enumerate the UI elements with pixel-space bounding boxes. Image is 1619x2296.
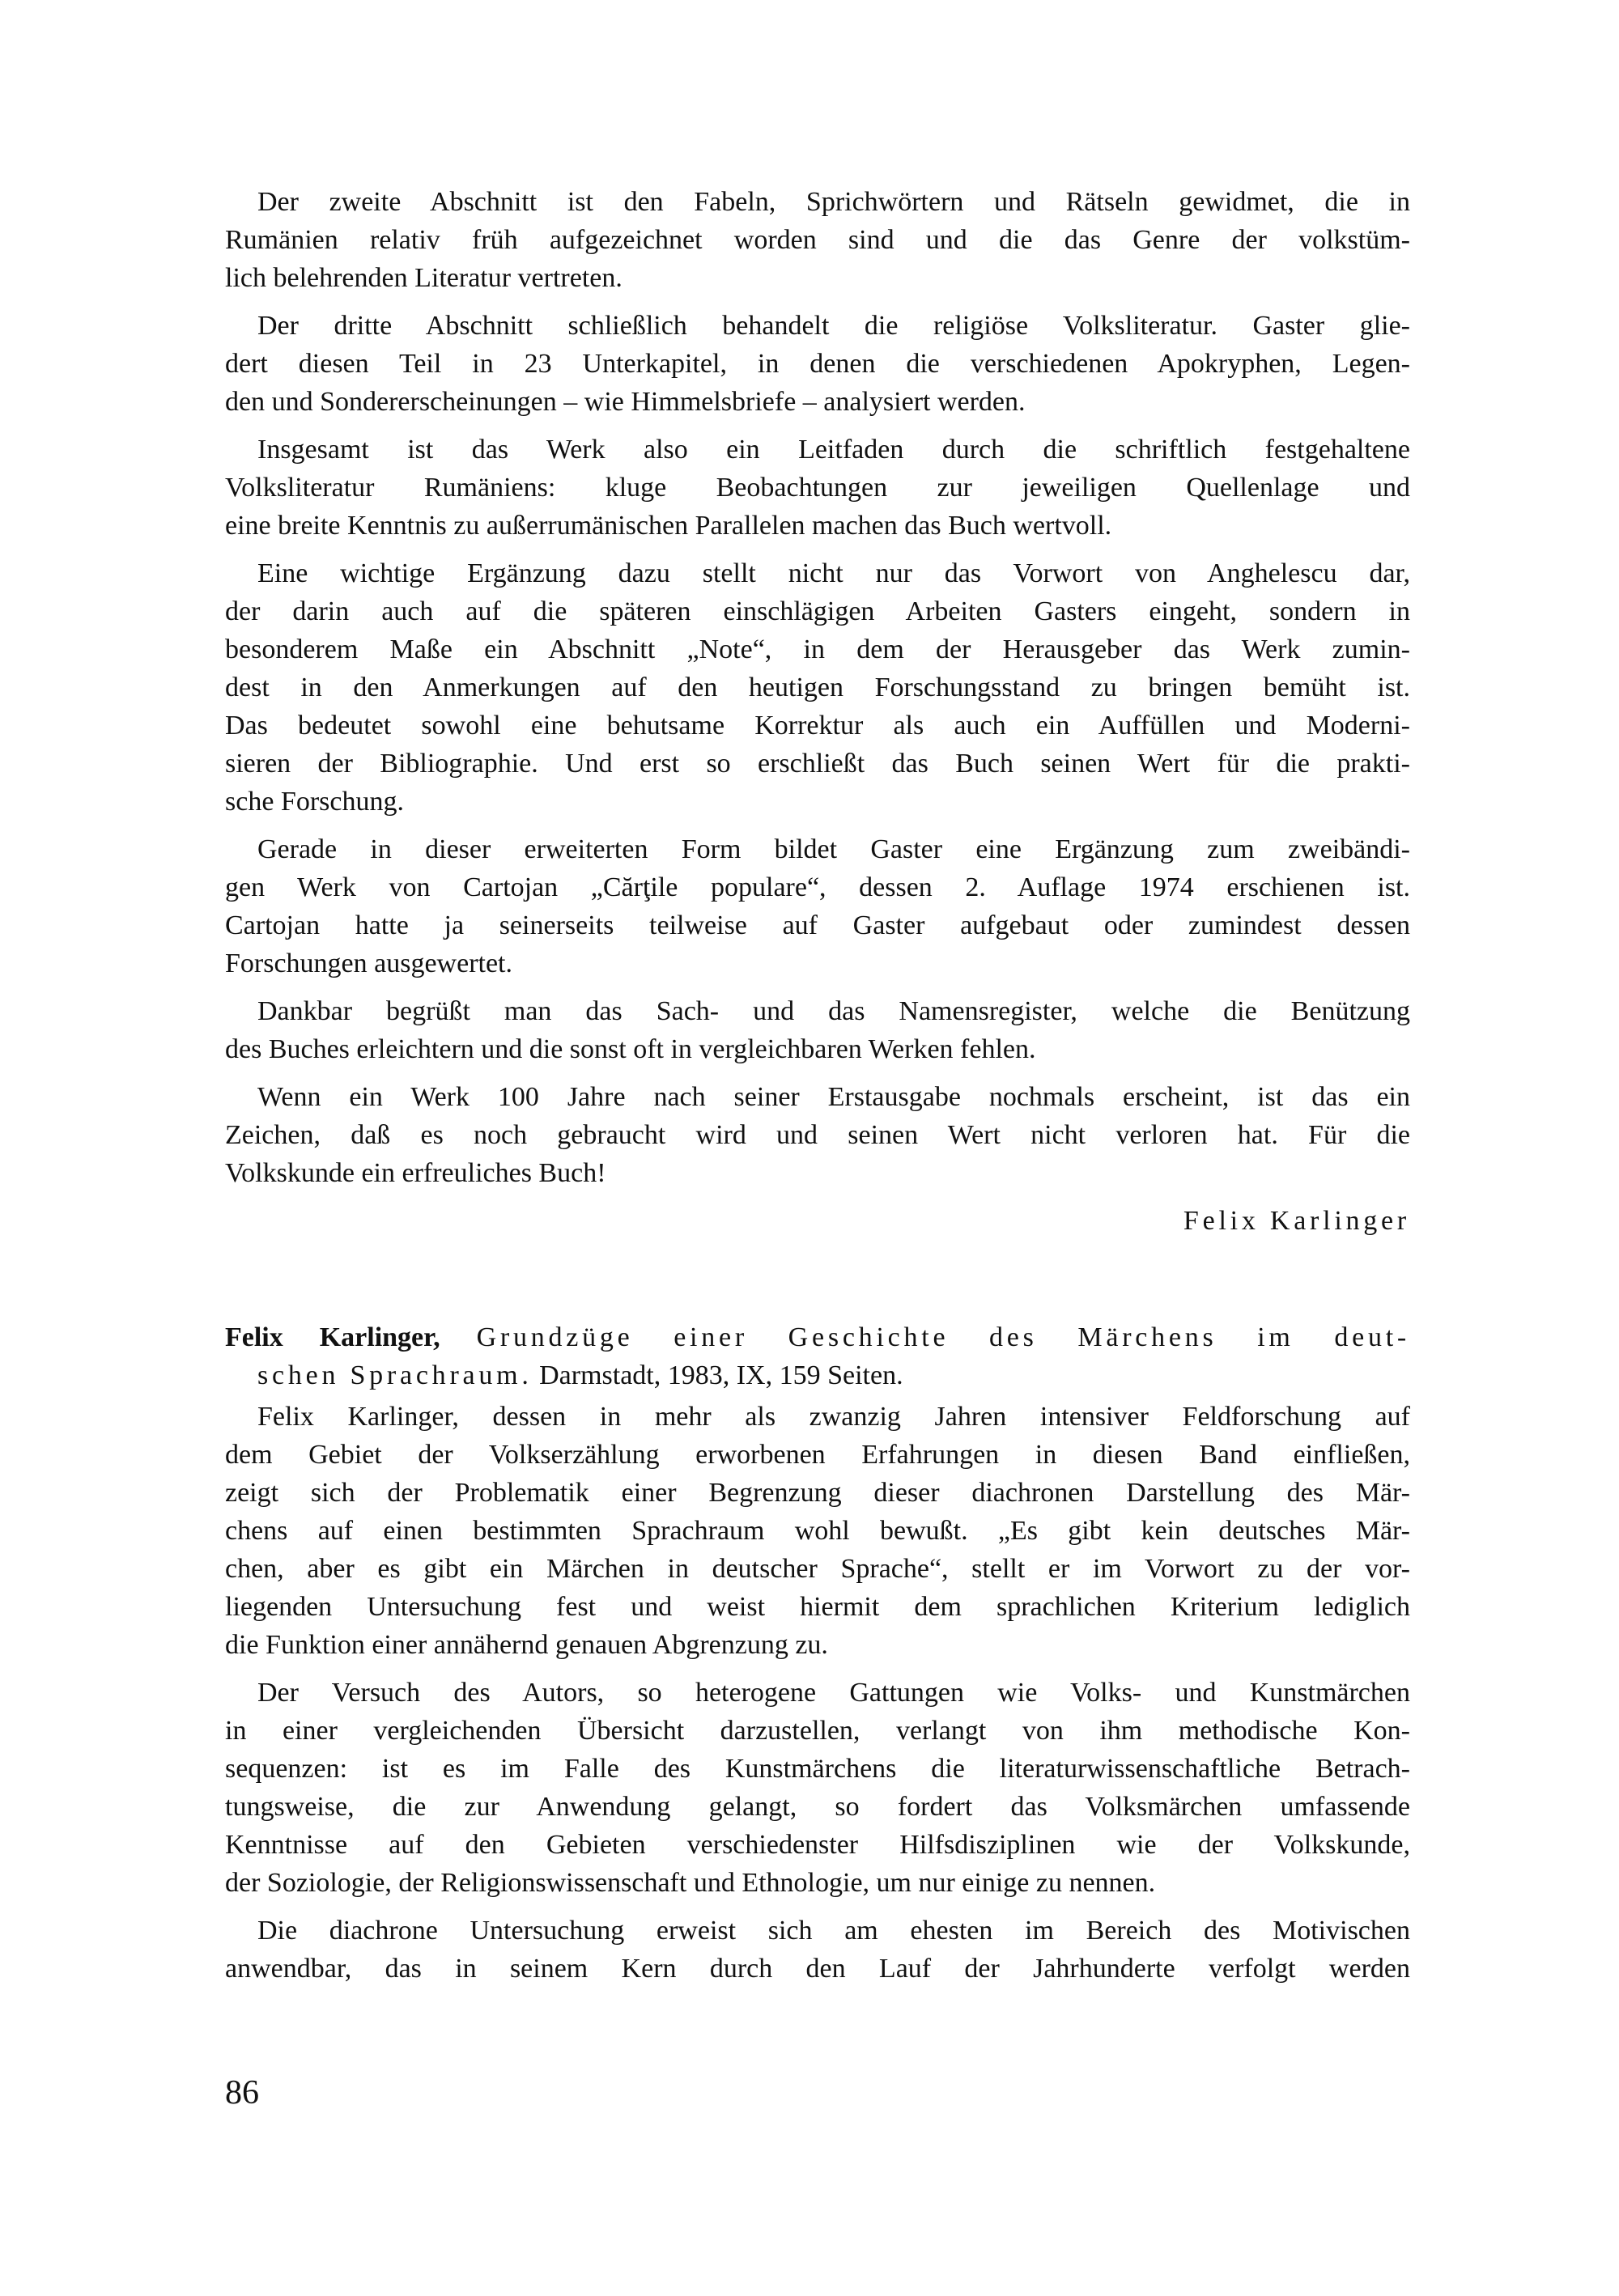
text-line: Forschungen ausgewertet. — [225, 949, 513, 978]
paragraph — [225, 1912, 1410, 1988]
book-title: Grundzüge einer Geschichte des Märchens im deut- — [476, 1322, 1411, 1352]
reviewer-signature: Felix Karlinger — [1183, 1206, 1410, 1236]
text-line: eine breite Kenntnis zu außerrumänischen Parallelen machen das Buch wertvoll. — [225, 511, 1112, 541]
review-karlinger — [225, 1318, 1410, 1997]
text-line: Eine wichtige Ergänzung dazu stellt nicht nur das Vorwort von Anghelescu dar, — [257, 558, 1410, 588]
text-line: Der Versuch des Autors, so heterogene Gattungen wie Volks- und Kunstmärchen — [257, 1678, 1410, 1708]
text-line: die Funktion einer annähernd genauen Abgrenzung zu. — [225, 1630, 828, 1660]
review-heading — [225, 1318, 1410, 1394]
paragraph — [225, 431, 1410, 545]
text-line: sieren der Bibliographie. Und erst so erschließt das Buch seinen Wert für die prakti- — [225, 749, 1410, 779]
paragraph — [225, 1674, 1410, 1902]
text-line: Kenntnisse auf den Gebieten verschiedenster Hilfsdisziplinen wie der Volkskunde, — [225, 1830, 1410, 1860]
book-title-continued: schen Sprachraum. — [257, 1360, 533, 1390]
text-line: chen, aber es gibt ein Märchen in deutscher Sprache“, stellt er im Vorwort zu der vor- — [225, 1554, 1410, 1584]
text-line: sequenzen: ist es im Falle des Kunstmärchens die literaturwissenschaftliche Betrach- — [225, 1754, 1410, 1784]
page-number: 86 — [225, 2074, 259, 2111]
text-line: Cartojan hatte ja seinerseits teilweise auf Gaster aufgebaut oder zumindest dessen — [225, 910, 1410, 940]
text-line: Die diachrone Untersuchung erweist sich am ehesten im Bereich des Motivischen — [257, 1916, 1410, 1946]
book-publication: Darmstadt, 1983, IX, 159 Seiten. — [539, 1360, 903, 1390]
text-line: dem Gebiet der Volkserzählung erworbenen Erfahrungen in diesen Band einfließen, — [225, 1440, 1410, 1470]
text-line: der Soziologie, der Religionswissenschaft und Ethnologie, um nur einige zu nennen. — [225, 1868, 1156, 1898]
text-line: zeigt sich der Problematik einer Begrenzung dieser diachronen Darstellung des Mär- — [225, 1478, 1410, 1508]
text-line: besonderem Maße ein Abschnitt „Note“, in dem der Herausgeber das Werk zumin- — [225, 634, 1410, 664]
text-line: Das bedeutet sowohl eine behutsame Korrektur als auch ein Auffüllen und Moderni- — [225, 711, 1410, 741]
text-line: Der zweite Abschnitt ist den Fabeln, Sprichwörtern und Rätseln gewidmet, die in — [257, 187, 1410, 217]
paragraph — [225, 307, 1410, 421]
text-line: Gerade in dieser erweiterten Form bildet Gaster eine Ergänzung zum zweibändi- — [257, 834, 1410, 864]
heading-line-1 — [225, 1318, 1410, 1356]
text-line: gen Werk von Cartojan „Cărţile populare“, dessen 2. Auflage 1974 erschienen ist. — [225, 872, 1410, 902]
text-line: Insgesamt ist das Werk also ein Leitfaden durch die schriftlich festgehaltene — [257, 435, 1410, 465]
text-line: der darin auch auf die späteren einschlägigen Arbeiten Gasters eingeht, sondern in — [225, 596, 1410, 626]
paragraph — [225, 183, 1410, 297]
text-line: Volkskunde ein erfreuliches Buch! — [225, 1158, 606, 1188]
paragraph — [225, 554, 1410, 821]
book-author: Felix Karlinger, — [225, 1322, 440, 1352]
text-line: tungsweise, die zur Anwendung gelangt, so fordert das Volksmärchen umfassende — [225, 1792, 1410, 1822]
review-continuation — [225, 183, 1410, 1240]
text-line: dest in den Anmerkungen auf den heutigen Forschungsstand zu bringen bemüht ist. — [225, 673, 1410, 702]
review2-body — [225, 1398, 1410, 1988]
text-line: in einer vergleichenden Übersicht darzustellen, verlangt von ihm methodische Kon- — [225, 1716, 1410, 1746]
paragraph — [225, 1078, 1410, 1192]
text-line: anwendbar, das in seinem Kern durch den Lauf der Jahrhunderte verfolgt werden — [225, 1954, 1410, 1984]
text-line: Felix Karlinger, dessen in mehr als zwanzig Jahren intensiver Feldforschung auf — [257, 1402, 1410, 1432]
text-line: Wenn ein Werk 100 Jahre nach seiner Erstausgabe nochmals erscheint, ist das ein — [257, 1082, 1410, 1112]
text-line: lich belehrenden Literatur vertreten. — [225, 263, 623, 293]
text-line: des Buches erleichtern und die sonst oft in vergleichbaren Werken fehlen. — [225, 1034, 1036, 1064]
heading-line-2 — [225, 1356, 1410, 1394]
text-line: den und Sondererscheinungen – wie Himmelsbriefe – analysiert werden. — [225, 387, 1026, 417]
paragraph — [225, 830, 1410, 982]
review1-body — [225, 183, 1410, 1192]
text-line: dert diesen Teil in 23 Unterkapitel, in denen die verschiedenen Apokryphen, Legen- — [225, 349, 1410, 379]
text-line: Zeichen, daß es noch gebraucht wird und seinen Wert nicht verloren hat. Für die — [225, 1120, 1410, 1150]
paragraph — [225, 992, 1410, 1068]
text-line: Dankbar begrüßt man das Sach- und das Namensregister, welche die Benützung — [257, 996, 1410, 1026]
text-line: liegenden Untersuchung fest und weist hiermit dem sprachlichen Kriterium lediglich — [225, 1592, 1410, 1622]
paragraph — [225, 1398, 1410, 1664]
text-line: Volksliteratur Rumäniens: kluge Beobachtungen zur jeweiligen Quellenlage und — [225, 473, 1410, 503]
text-line: chens auf einen bestimmten Sprachraum wohl bewußt. „Es gibt kein deutsches Mär- — [225, 1516, 1410, 1546]
text-line: Der dritte Abschnitt schließlich behandelt die religiöse Volksliteratur. Gaster glie- — [257, 311, 1410, 341]
text-line: Rumänien relativ früh aufgezeichnet worden sind und die das Genre der volkstüm- — [225, 225, 1410, 255]
text-line: sche Forschung. — [225, 787, 404, 817]
